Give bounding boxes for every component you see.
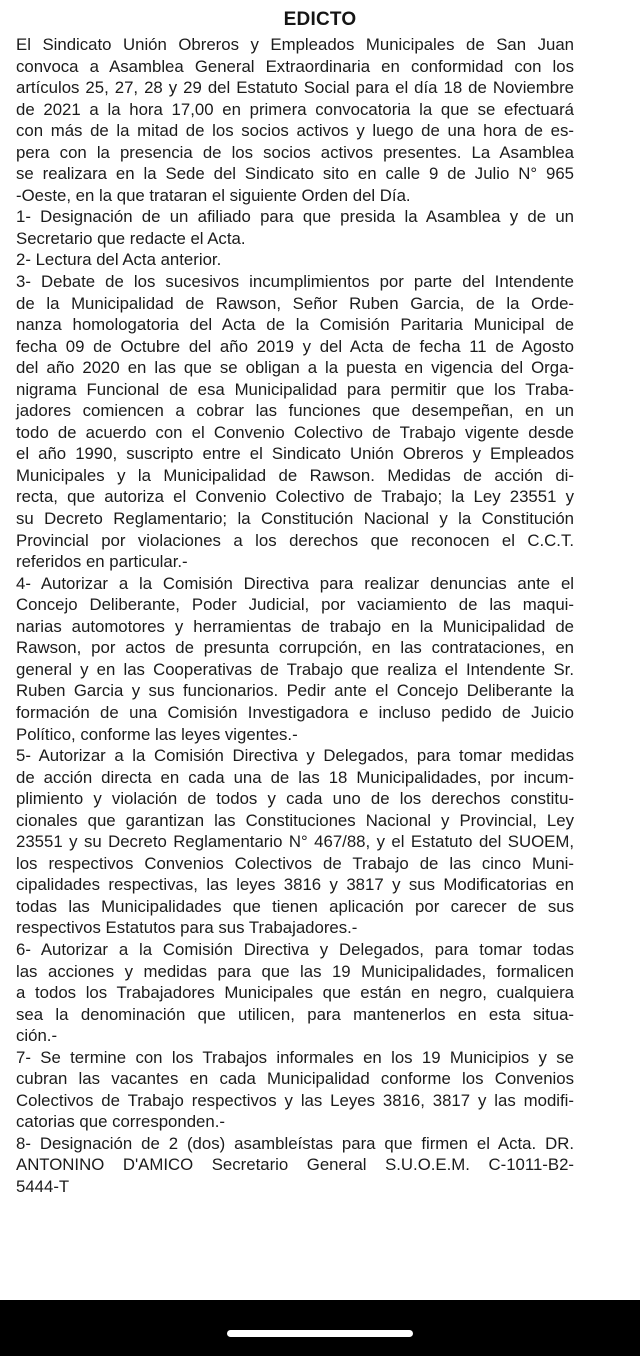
edict-text-line: pera con la presencia de los socios activos presentes. La Asamblea xyxy=(16,142,574,162)
edict-text-line: Colectivos de Trabajo respectivos y las Leyes 3816, 3817 y las modifi- xyxy=(16,1090,574,1110)
edict-text-line: 2- Lectura del Acta anterior. xyxy=(16,250,222,270)
edict-text-line: El Sindicato Unión Obreros y Empleados Municipales de San Juan xyxy=(16,35,574,54)
edict-text-line: catorias que corresponden.- xyxy=(16,1112,225,1132)
edict-text-line: Municipales y la Municipalidad de Rawson. Medidas de acción di- xyxy=(16,465,574,485)
edict-text-line: fecha 09 de Octubre del año 2019 y del Acta de fecha 11 de Agosto xyxy=(16,336,574,356)
edict-text-line: convoca a Asamblea General Extraordinaria en conformidad con los xyxy=(16,56,574,76)
edict-text-line: las acciones y medidas para que las 19 Municipalidades, formalicen xyxy=(16,961,574,981)
edict-text-line: el año 1990, suscripto entre el Sindicato Unión Obreros y Empleados xyxy=(16,444,574,464)
edict-text-line: narias automotores y herramientas de trabajo en la Municipalidad de xyxy=(16,616,574,636)
edict-text-line: Político, conforme las leyes vigentes.- xyxy=(16,724,298,744)
edict-text-line: todo de acuerdo con el Convenio Colectivo de Trabajo vigente desde xyxy=(16,422,574,442)
edict-text-line: nigrama Funcional de esa Municipalidad para permitir que los Traba- xyxy=(16,379,574,399)
edict-text-line: plimiento y violación de todos y cada uno de los derechos constitu- xyxy=(16,789,574,809)
edict-text-line: 4- Autorizar a la Comisión Directiva para realizar denuncias ante el xyxy=(16,573,574,593)
edict-text-line: Ruben Garcia y sus funcionarios. Pedir ante el Concejo Deliberante la xyxy=(16,681,574,701)
edict-text-line: cionales que garantizan las Constituciones Nacional y Provincial, Ley xyxy=(16,810,574,830)
edict-text-line: con más de la mitad de los socios activos y luego de una hora de es- xyxy=(16,121,574,141)
edict-text-line: 6- Autorizar a la Comisión Directiva y Delegados, para tomar todas xyxy=(16,939,574,959)
edict-text-line: su Decreto Reglamentario; la Constitución Nacional y la Constitución xyxy=(16,509,574,529)
edict-text-line: formación de una Comisión Investigadora e incluso pedido de Juicio xyxy=(16,702,574,722)
edict-text-line: de 2021 a la hora 17,00 en primera convocatoria la que se efectuará xyxy=(16,99,574,119)
edict-text-line: cubran las vacantes en cada Municipalidad conforme los Convenios xyxy=(16,1069,574,1089)
edict-text-line: de la Municipalidad de Rawson, Señor Ruben Garcia, de la Orde- xyxy=(16,293,574,313)
edict-text-line: Concejo Deliberante, Poder Judicial, por vaciamiento de las maqui- xyxy=(16,595,574,615)
edict-text-line: cipalidades respectivas, las leyes 3816 y 3817 y sus Modificatorias en xyxy=(16,875,574,895)
edict-text-line: 23551 y su Decreto Reglamentario N° 467/88, y el Estatuto del SUOEM, xyxy=(16,832,574,852)
edict-text-line: 3- Debate de los sucesivos incumplimientos por parte del Intendente xyxy=(16,272,574,292)
edict-text-line: del año 2020 en las que se obligan a la puesta en vigencia del Orga- xyxy=(16,358,574,378)
edict-text-line: respectivos Estatutos para sus Trabajadores.- xyxy=(16,918,358,938)
edict-text-line: artículos 25, 27, 28 y 29 del Estatuto Social para el día 18 de Noviembre xyxy=(16,78,574,98)
home-indicator-bar[interactable] xyxy=(227,1330,413,1337)
edict-text-line: 8- Designación de 2 (dos) asambleístas para que firmen el Acta. DR. xyxy=(16,1133,574,1153)
edict-text-line: a todos los Trabajadores Municipales que están en negro, cualquiera xyxy=(16,983,574,1003)
edict-text-line: recta, que autoriza el Convenio Colectivo de Trabajo; la Ley 23551 y xyxy=(16,487,574,507)
edict-text-line: ANTONINO D'AMICO Secretario General S.U.O.E.M. C-1011-B2- xyxy=(16,1155,574,1175)
edict-text-line: los respectivos Convenios Colectivos de Trabajo de las cinco Muni- xyxy=(16,853,574,873)
edict-text-line: 1- Designación de un afiliado para que presida la Asamblea y de un xyxy=(16,207,574,227)
edict-text-line: 7- Se termine con los Trabajos informales en los 19 Municipios y se xyxy=(16,1047,574,1067)
edict-text-line: nanza homologatoria del Acta de la Comisión Paritaria Municipal de xyxy=(16,315,574,335)
edict-text-line: Rawson, por actos de presunta corrupción, en las contrataciones, en xyxy=(16,638,574,658)
edict-text-line: ción.- xyxy=(16,1026,58,1046)
edict-text-line: todas las Municipalidades que tienen aplicación por carecer de sus xyxy=(16,896,574,916)
edict-text-line: de acción directa en cada una de las 18 Municipalidades, por incum- xyxy=(16,767,574,787)
edict-text-line: referidos en particular.- xyxy=(16,552,188,572)
edict-text-line: general y en las Cooperativas de Trabajo que realiza el Intendente Sr. xyxy=(16,659,574,679)
edict-text-line: se realizara en la Sede del Sindicato sito en calle 9 de Julio N° 965 xyxy=(16,164,574,184)
edict-text-line: sea la denominación que utilicen, para mantenerlos en esta situa- xyxy=(16,1004,574,1024)
edict-text-line: Provincial por violaciones a los derechos que reconocen el C.C.T. xyxy=(16,530,574,550)
edict-title: EDICTO xyxy=(283,9,357,30)
edict-text-line: 5- Autorizar a la Comisión Directiva y Delegados, para tomar medidas xyxy=(16,746,574,766)
edict-text-line: Secretario que redacte el Acta. xyxy=(16,228,246,248)
edict-text-line: 5444-T xyxy=(16,1176,70,1196)
edict-text-line: -Oeste, en la que trataran el siguiente Orden del Día. xyxy=(16,185,411,205)
edict-text-line: jadores comiencen a cobrar las funciones que desempeñan, en un xyxy=(16,401,574,421)
edict-body xyxy=(16,34,574,1198)
